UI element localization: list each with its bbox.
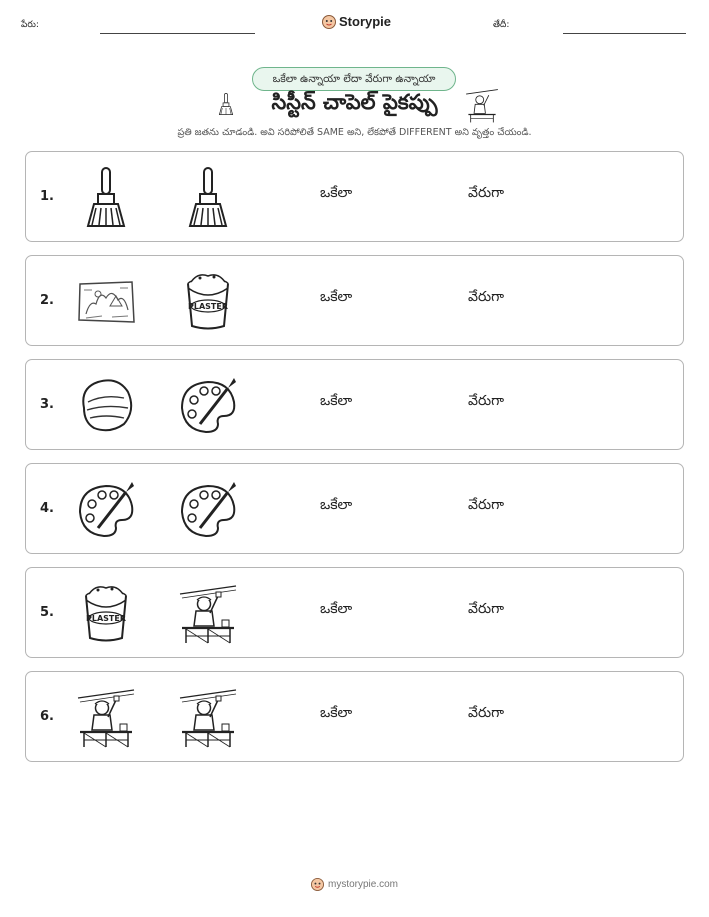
worksheet-type-badge: ఒకేలా ఉన్నాయా లేదా వేరుగా ఉన్నాయా: [252, 67, 456, 91]
left-picture: [76, 374, 136, 436]
same-option[interactable]: ఒకేలా: [320, 497, 353, 513]
different-option[interactable]: వేరుగా: [468, 393, 504, 409]
row-number: 3.: [40, 397, 54, 412]
row-number: 5.: [40, 605, 54, 620]
row-number: 6.: [40, 709, 54, 724]
date-label: తేదీ:: [493, 20, 510, 30]
same-option[interactable]: ఒకేలా: [320, 393, 353, 409]
left-picture: [76, 478, 136, 540]
painter-scaffold-icon: [178, 686, 238, 748]
footer: [0, 878, 709, 891]
paintbrush-icon: [178, 166, 238, 228]
exercise-row: [25, 151, 684, 242]
painter-scaffold-icon: [76, 686, 136, 748]
same-option[interactable]: ఒకేలా: [320, 289, 353, 305]
palette-icon: [178, 478, 238, 540]
same-option[interactable]: ఒకేలా: [320, 705, 353, 721]
page-title: సిస్టీన్ చాపెల్ పైకప్పు: [271, 90, 438, 114]
storypie-logo-icon: [322, 15, 336, 29]
palette-icon: [178, 374, 238, 436]
instructions-text: ప్రతి జతను చూడండి. అవి సరిపోలితే SAME అని, లేకపోతే DIFFERENT అని వృత్తం చేయండి.: [177, 127, 532, 138]
row-number: 2.: [40, 293, 54, 308]
exercise-row: [25, 463, 684, 554]
painter-scaffold-icon: [465, 88, 499, 124]
different-option[interactable]: వేరుగా: [468, 705, 504, 721]
brand: [322, 14, 391, 29]
date-line: [563, 33, 686, 34]
plaster-bucket-icon: [76, 582, 136, 644]
svg-text:PLASTER: PLASTER: [86, 614, 126, 623]
footer-url[interactable]: mystorypie.com: [327, 879, 398, 890]
same-option[interactable]: ఒకేలా: [320, 185, 353, 201]
right-picture: [178, 270, 238, 332]
title-row: [0, 88, 709, 122]
fresco-map-icon: [76, 270, 136, 332]
different-option[interactable]: వేరుగా: [468, 497, 504, 513]
same-option[interactable]: ఒకేలా: [320, 601, 353, 617]
right-picture: [178, 686, 238, 748]
different-option[interactable]: వేరుగా: [468, 289, 504, 305]
exercise-row: [25, 671, 684, 762]
right-picture: [178, 374, 238, 436]
svg-text:PLASTER: PLASTER: [188, 302, 228, 311]
painter-scaffold-icon: [178, 582, 238, 644]
right-picture: [178, 582, 238, 644]
right-picture: [178, 478, 238, 540]
palette-icon: [76, 478, 136, 540]
right-picture: [178, 166, 238, 228]
exercise-row: [25, 255, 684, 346]
left-picture: [76, 270, 136, 332]
left-picture: [76, 582, 136, 644]
name-label: పేరు:: [21, 20, 39, 30]
different-option[interactable]: వేరుగా: [468, 601, 504, 617]
left-picture: [76, 686, 136, 748]
name-line: [100, 33, 255, 34]
row-number: 4.: [40, 501, 54, 516]
exercise-row: [25, 359, 684, 450]
row-number: 1.: [40, 189, 54, 204]
paintbrush-icon: [76, 166, 136, 228]
left-picture: [76, 166, 136, 228]
storypie-logo-icon: [311, 878, 324, 891]
plaster-bucket-icon: [178, 270, 238, 332]
different-option[interactable]: వేరుగా: [468, 185, 504, 201]
exercise-row: [25, 567, 684, 658]
brand-name: Storypie: [339, 14, 392, 29]
worksheet-header: [0, 12, 709, 42]
plaster-lump-icon: [76, 374, 136, 436]
